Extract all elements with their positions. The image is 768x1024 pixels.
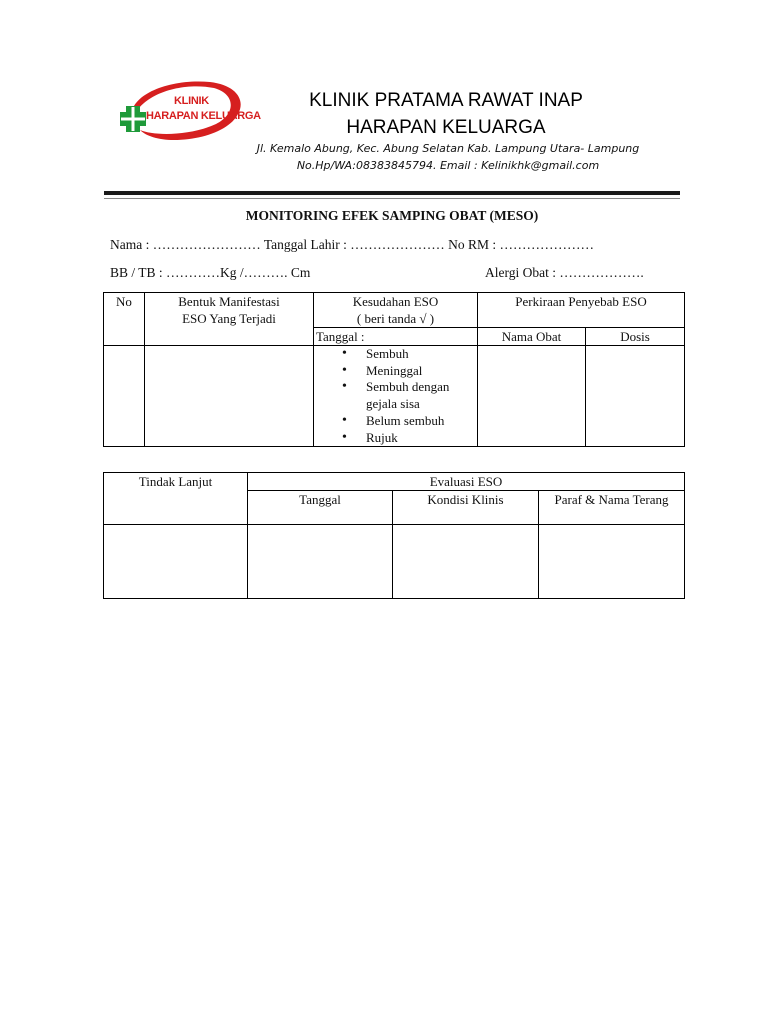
logo-text-klinik: KLINIK — [174, 95, 209, 107]
option-sembuh-gejala-sisa[interactable]: • Sembuh dengan gejala sisa — [314, 379, 477, 412]
option-rujuk[interactable]: • Rujuk — [314, 430, 477, 447]
col-bentuk-header — [145, 293, 314, 346]
col-dosis-label: Dosis — [620, 329, 650, 344]
header-divider-thick — [104, 191, 680, 195]
clinic-contact: No.Hp/WA:08383845794. Email : Kelinikhk@gmail.com — [296, 159, 600, 172]
clinic-name-line2: HARAPAN KELUARGA — [346, 117, 546, 138]
col-dosis-header — [586, 328, 685, 346]
cell-paraf-entry[interactable] — [539, 525, 685, 599]
col-eval-tanggal-header — [248, 491, 393, 525]
cell-dosis-entry[interactable] — [586, 346, 685, 447]
col-kesudahan-header — [314, 293, 478, 328]
col-tanggal-label: Tanggal : — [316, 329, 365, 344]
option-belum-sembuh[interactable]: • Belum sembuh — [314, 413, 477, 430]
body-measurement-line: BB / TB : …………Kg /………. Cm — [110, 265, 311, 280]
header-divider-thin — [104, 198, 680, 199]
allergy-line: Alergi Obat : ………………. — [485, 265, 644, 280]
col-paraf-header — [539, 491, 685, 525]
cell-eval-tanggal-entry[interactable] — [248, 525, 393, 599]
patient-identity-line: Nama : …………………… Tanggal Lahir : ………………… No RM : ………………… — [110, 237, 595, 252]
kesudahan-option-list — [314, 346, 477, 446]
col-evaluasi-label: Evaluasi ESO — [429, 474, 503, 489]
eso-table — [103, 292, 685, 447]
clinic-logo — [118, 76, 261, 146]
col-tindak-lanjut-header — [104, 473, 248, 525]
col-nama-obat-header — [478, 328, 586, 346]
cell-bentuk-entry[interactable] — [145, 346, 314, 447]
evaluation-table — [103, 472, 685, 599]
clinic-name-line1: KLINIK PRATAMA RAWAT INAP — [309, 90, 583, 111]
clinic-address: Jl. Kemalo Abung, Kec. Abung Selatan Kab. Lampung Utara- Lampung — [256, 142, 640, 155]
col-kondisi-header — [393, 491, 539, 525]
col-no-label: No — [116, 294, 132, 309]
col-no-header — [104, 293, 145, 346]
eso-table-header-row — [104, 293, 685, 328]
evaluation-header-row — [104, 473, 685, 491]
col-bentuk-label-2: ESO Yang Terjadi — [182, 311, 276, 326]
option-meninggal[interactable]: • Meninggal — [314, 363, 477, 380]
eso-table-entry-row — [104, 346, 685, 447]
col-bentuk-label-1: Bentuk Manifestasi — [178, 294, 280, 309]
col-kesudahan-label-1: Kesudahan ESO — [352, 294, 439, 309]
logo-text-harapan-keluarga: HARAPAN KELUARGA — [146, 110, 261, 122]
col-kesudahan-label-2: ( beri tanda √ ) — [356, 311, 435, 326]
col-evaluasi-header — [248, 473, 685, 491]
cell-kondisi-entry[interactable] — [393, 525, 539, 599]
form-title: MONITORING EFEK SAMPING OBAT (MESO) — [245, 208, 539, 223]
col-paraf-label: Paraf & Nama Terang — [554, 492, 669, 507]
col-perkiraan-header — [478, 293, 685, 328]
col-kondisi-label: Kondisi Klinis — [427, 492, 504, 507]
cell-kesudahan-options — [314, 346, 478, 447]
cell-no-entry[interactable] — [104, 346, 145, 447]
cell-tindak-lanjut-entry[interactable] — [104, 525, 248, 599]
col-perkiraan-label: Perkiraan Penyebab ESO — [515, 294, 647, 309]
cell-nama-obat-entry[interactable] — [478, 346, 586, 447]
col-tanggal-header — [314, 328, 478, 346]
option-sembuh[interactable]: • Sembuh — [314, 346, 477, 363]
evaluation-entry-row — [104, 525, 685, 599]
col-eval-tanggal-label: Tanggal — [299, 492, 341, 507]
col-tindak-lanjut-label: Tindak Lanjut — [138, 474, 213, 489]
col-nama-obat-label: Nama Obat — [501, 329, 562, 344]
